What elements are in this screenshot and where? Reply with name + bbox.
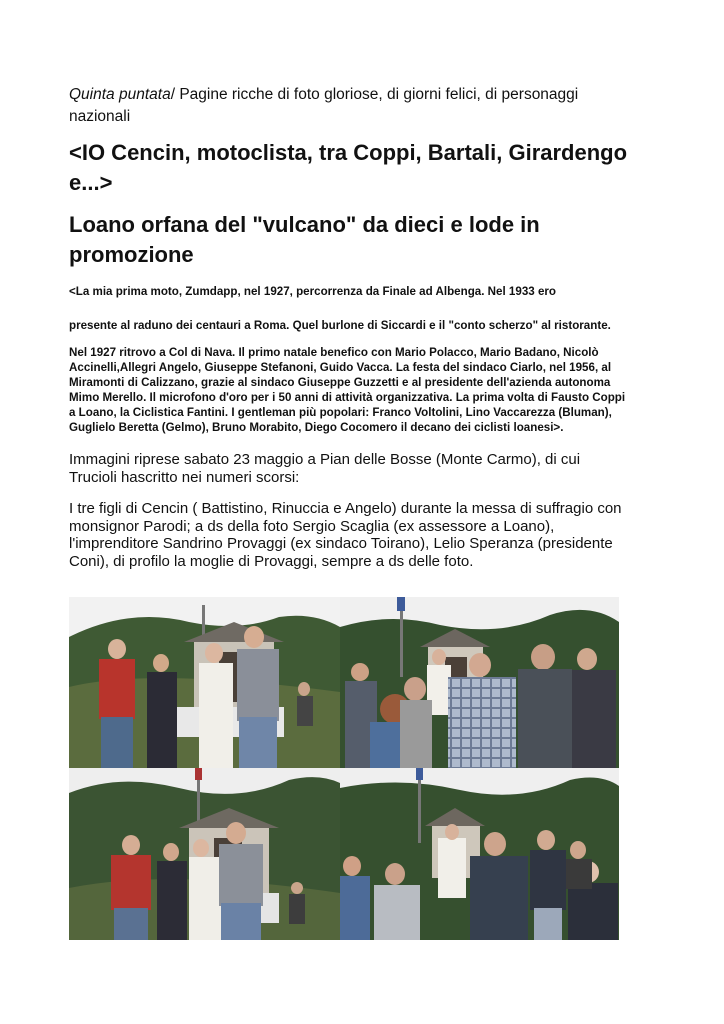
quote-paragraph: Nel 1927 ritrovo a Col di Nava. Il primo natale benefico con Mario Polacco, Mario Badano, Nicolò Accinelli,Allegri Angelo, Giuseppe Stefanoni, Guido Vacca. La festa del sindaco Ciarlo, nel 1956, al Miramonti di Calizzano, grazie al sindaco Giuseppe Guzzetti e al presidente dell'azienda autonoma Mimo Merello. Il microfono d'oro per i 50 anni di attività organizzativa. La prima volta di Fausto Coppi a Loano, la Ciclistica Fantini. I gentleman più popolari: Franco Voltolini, Lino Vaccarezza (Bluman), Guglielo Beretta (Gelmo), Bruno Morabito, Diego Cocomero il decano dei ciclisti loanesi>. <box>69 346 626 434</box>
photo-crowd-chapel <box>340 597 619 768</box>
photo-mass-group-left <box>69 597 340 768</box>
subheadline: Loano orfana del "vulcano" da dieci e lode in promozione <box>69 212 540 267</box>
intro-rest: / Pagine ricche di foto gloriose, di giorni felici, di personaggi nazionali <box>69 86 579 125</box>
photo-intro-paragraph: Immagini riprese sabato 23 maggio a Pian delle Bosse (Monte Carmo), di cui Trucioli hascritto nei numeri scorsi: <box>69 451 581 486</box>
headline: <IO Cencin, motoclista, tra Coppi, Bartali, Girardengo e...> <box>69 140 628 195</box>
photo-caption-paragraph: I tre figli di Cencin ( Battistino, Rinuccia e Angelo) durante la messa di suffragio con monsignor Parodi; a ds della foto Sergio Scaglia (ex assessore a Loano), l'imprenditore Sandrino Provaggi (ex sindaco Toirano), Lelio Speranza (presidente Coni), di profilo la moglie di Provaggi, sempre a ds delle foto. <box>69 500 622 570</box>
quote-line-1: <La mia prima moto, Zumdapp, nel 1927, percorrenza da Finale ad Albenga. Nel 1933 ero <box>69 285 556 298</box>
quote-line-2: presente al raduno dei centauri a Roma. Quel burlone di Siccardi e il "conto scherzo" al ristorante. <box>69 319 611 332</box>
intro-episode: Quinta puntata <box>69 86 171 103</box>
article-page <box>69 84 629 570</box>
photo-grid <box>69 597 619 940</box>
intro-line <box>69 84 629 128</box>
photo-group-priest <box>69 768 340 940</box>
photo-crowd-chapel-2 <box>340 768 619 940</box>
